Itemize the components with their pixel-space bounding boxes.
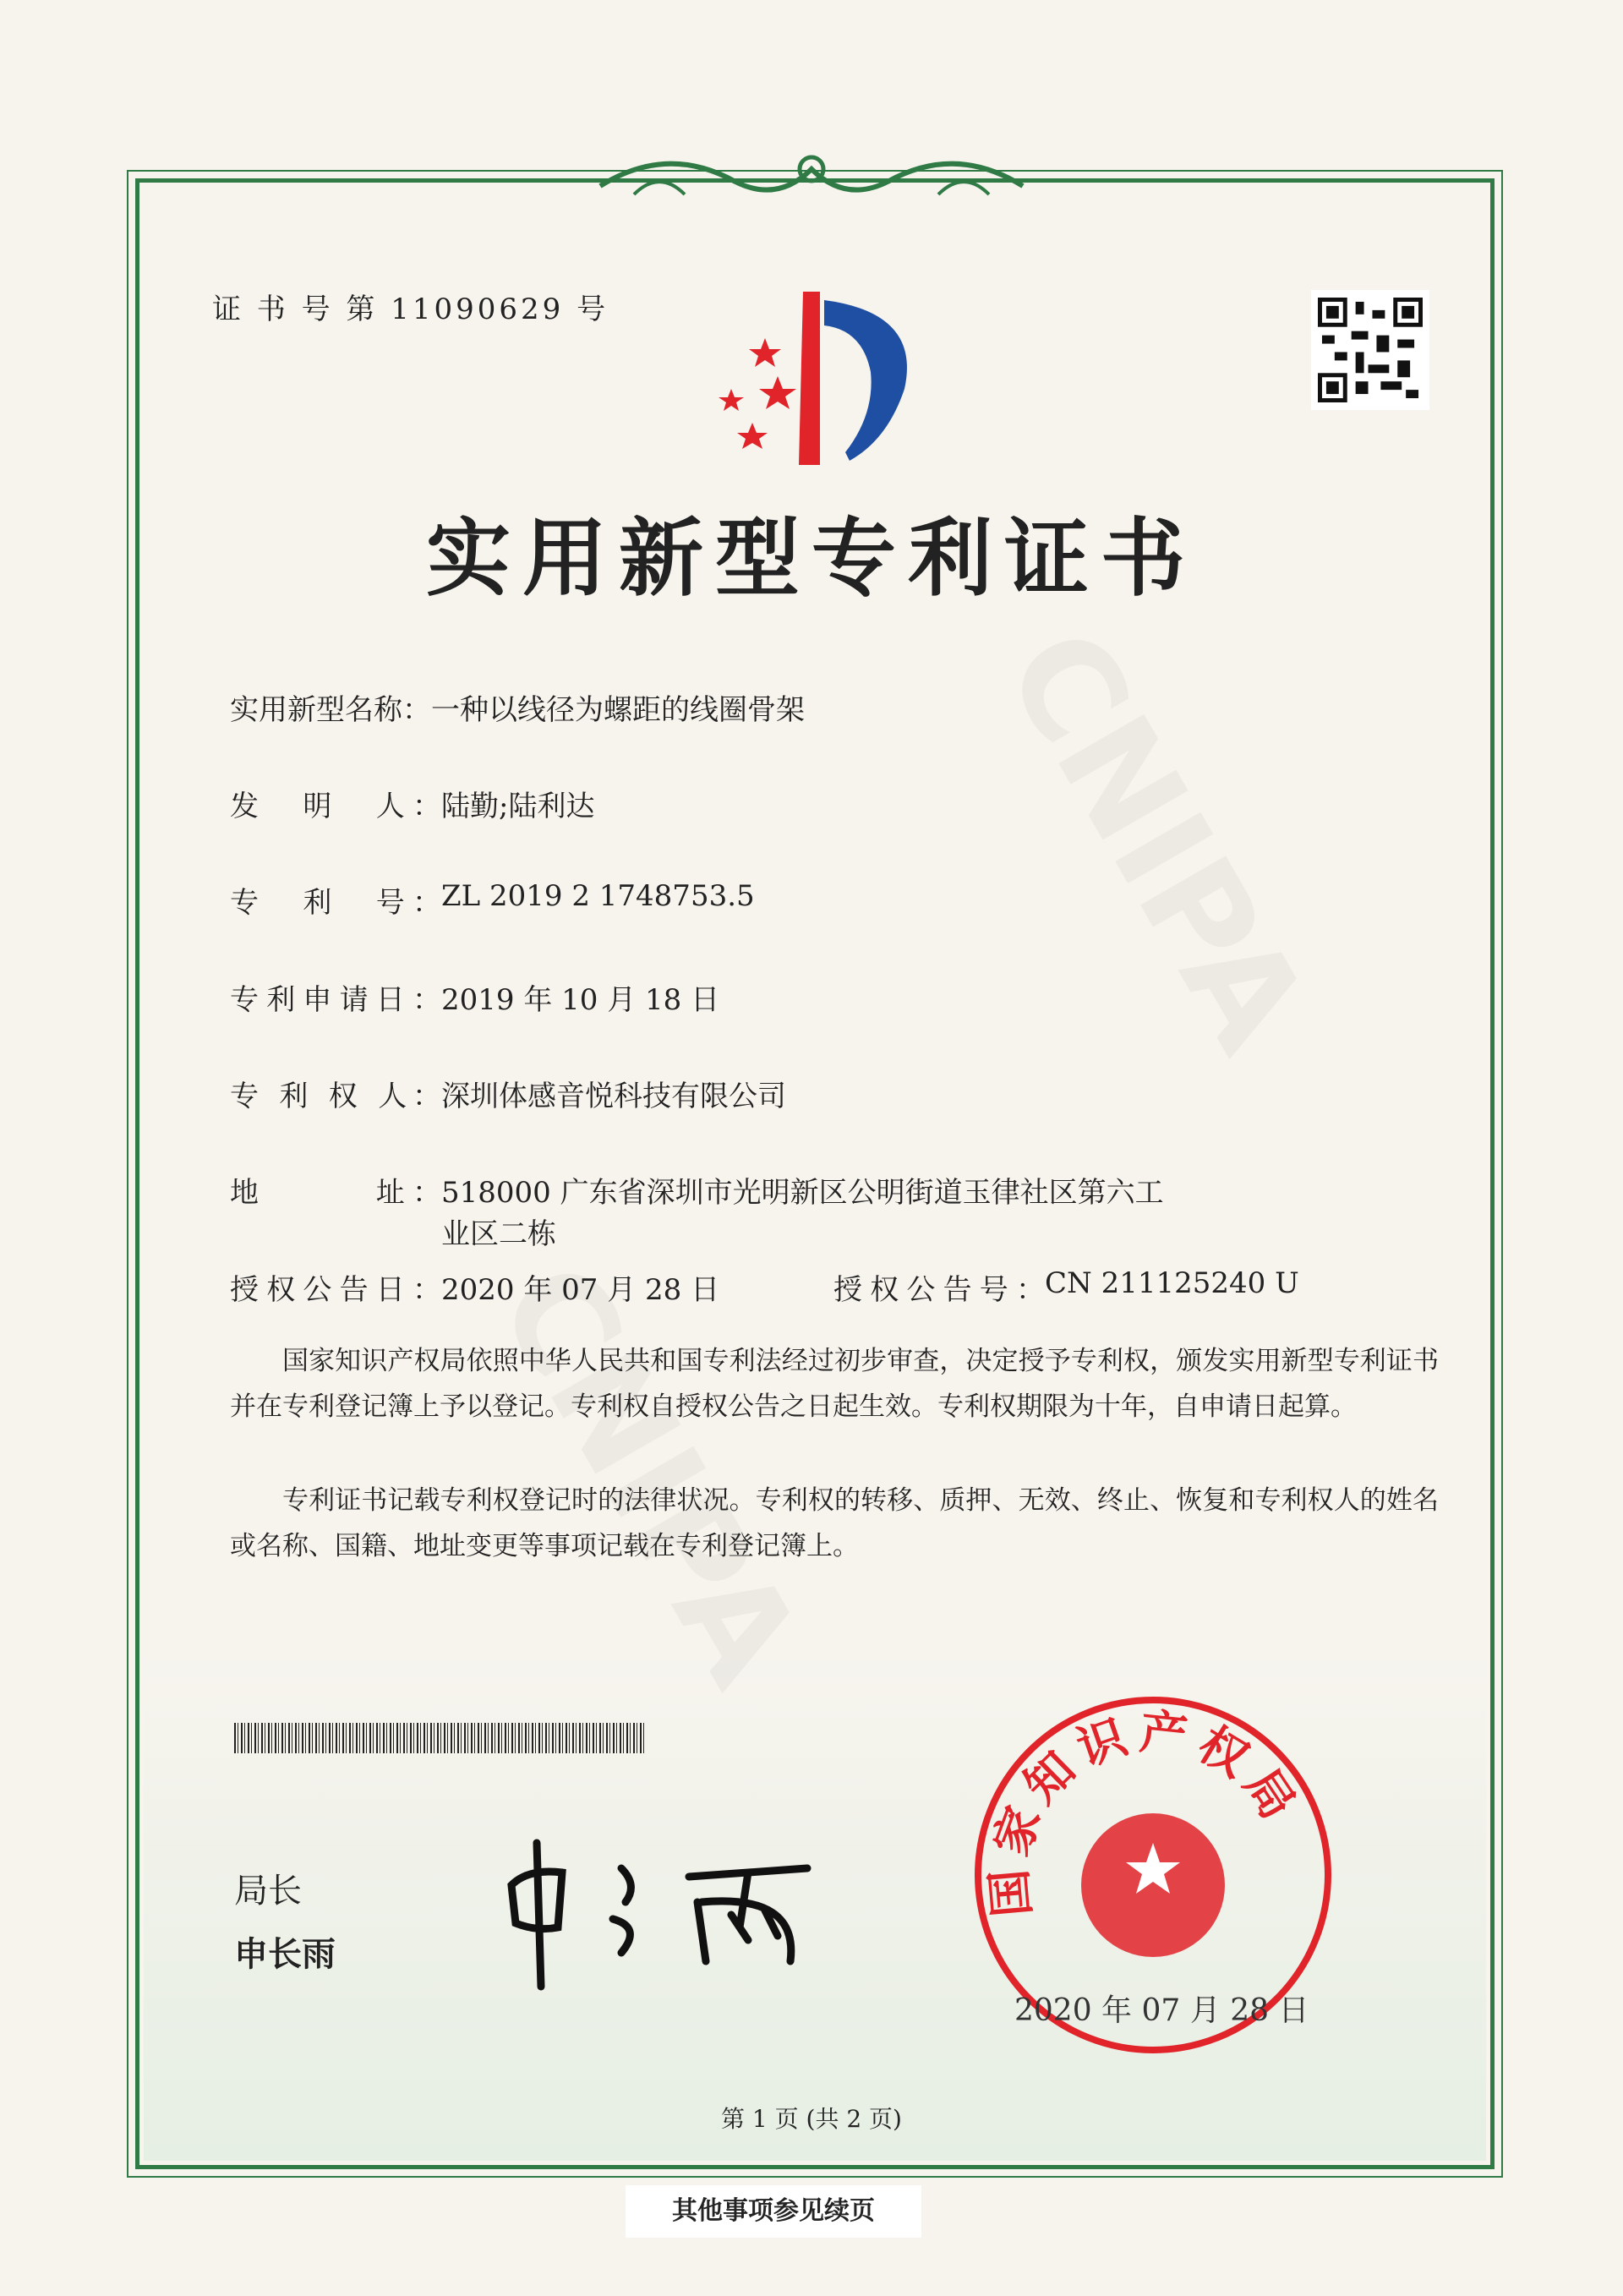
ornament-top-icon [583,135,1040,220]
field-patentee: 专 利 权 人： 深圳体感音悦科技有限公司 [230,1080,786,1113]
certificate-title: 实用新型专利证书 [426,508,1197,608]
field-grant-number: 授权公告号： CN 211125240 U [833,1266,1299,1307]
field-patent-number: 专 利 号： ZL 2019 2 1748753.5 [230,879,755,920]
svg-text:国家知识产权局: 国家知识产权局 [981,1703,1311,1920]
qr-code [1311,290,1429,410]
signatory-title: 局长 [234,1872,302,1911]
field-address-line2: 业区二栋 [441,1217,556,1251]
handwritten-signature [495,1834,833,1995]
field-grant-date: 授权公告日： 2020 年 07 月 28 日 [230,1273,720,1307]
signatory-name: 申长雨 [234,1935,336,1974]
page-indicator: 第 1 页 (共 2 页) [721,2105,902,2133]
continuation-note: 其他事项参见续页 [626,2185,921,2238]
cnipa-logo-icon [693,287,930,473]
seal-date: 2020 年 07 月 28 日 [1014,1993,1309,2028]
field-application-date: 专利申请日： 2019 年 10 月 18 日 [230,983,720,1017]
barcode [234,1723,644,1753]
statement-paragraph: 专利证书记载专利权登记时的法律状况。专利权的转移、质押、无效、终止、恢复和专利权人的姓名或名称、国籍、地址变更等事项记载在专利登记簿上。 [230,1485,1439,1561]
statement-paragraph: 国家知识产权局依照中华人民共和国专利法经过初步审查，决定授予专利权，颁发实用新型专利证书并在专利登记簿上予以登记。专利权自授权公告之日起生效。专利权期限为十年，自申请日起算。 [230,1346,1439,1422]
field-address: 地 址： 518000 广东省深圳市光明新区公明街道玉律社区第六工 [230,1176,1164,1210]
field-inventor: 发 明 人： 陆勤;陆利达 [230,790,595,823]
field-name: 实用新型名称： 一种以线径为螺距的线圈骨架 [230,693,805,727]
certificate-number: 证 书 号 第 11090629 号 [212,292,609,326]
